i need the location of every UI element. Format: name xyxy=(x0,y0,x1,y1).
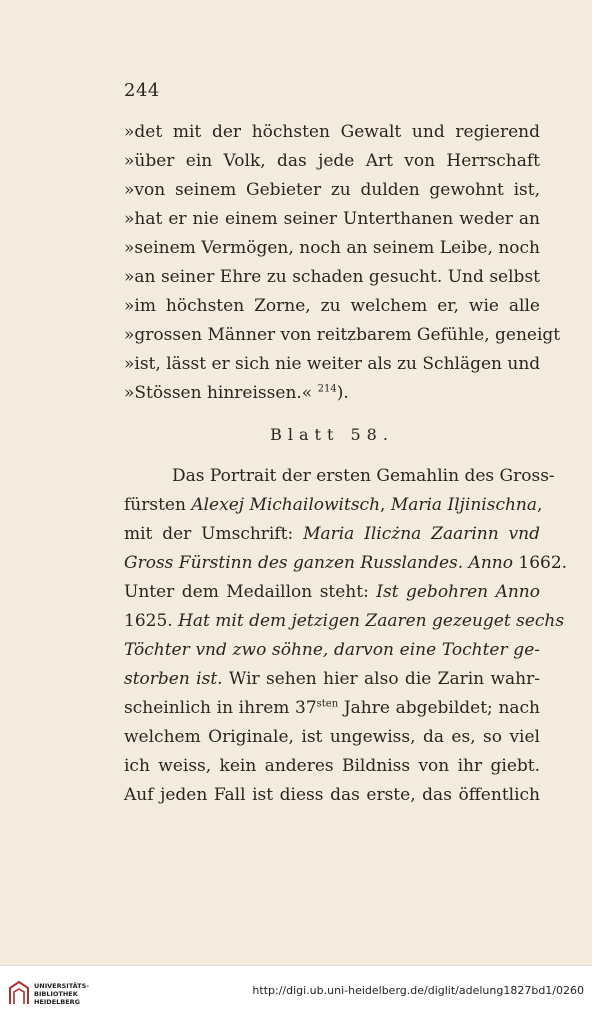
footnote-ref: 214 xyxy=(317,383,337,395)
paragraph-line: ich weiss, kein anderes Bildniss von ihr giebt. xyxy=(124,756,540,776)
quote-line: »hat er nie einem seiner Unterthanen weder an xyxy=(124,209,540,229)
paragraph-line: Töchter vnd zwo söhne, darvon eine Tochter ge- xyxy=(124,640,540,660)
quote-line: »grossen Männer von reitzbarem Gefühle, geneigt xyxy=(124,325,561,345)
institution-name: UNIVERSITÄTS- BIBLIOTHEK HEIDELBERG xyxy=(34,982,89,1006)
quote-line: »über ein Volk, das jede Art von Herrschaft xyxy=(124,151,540,171)
quote-line: »von seinem Gebieter zu dulden gewohnt ist, xyxy=(124,180,540,200)
paragraph-line: Das Portrait der ersten Gemahlin des Gross- xyxy=(172,466,555,486)
footer-bar xyxy=(0,965,592,1018)
quote-line: »im höchsten Zorne, zu welchem er, wie alle xyxy=(124,296,540,316)
paragraph-line: mit der Umschrift: Maria Ilicżna Zaarinn vnd xyxy=(124,524,540,544)
paragraph-line: Unter dem Medaillon steht: Ist gebohren Anno xyxy=(124,582,540,602)
quote-line: »ist, lässt er sich nie weiter als zu Schlägen und xyxy=(124,354,541,374)
quote-line: »det mit der höchsten Gewalt und regierend xyxy=(124,122,540,142)
paragraph-line: Auf jeden Fall ist diess das erste, das öffentlich xyxy=(124,785,540,805)
paragraph-line: Gross Fürstinn des ganzen Russlandes. Anno 1662. xyxy=(124,553,568,573)
page-number: 244 xyxy=(124,80,160,101)
paragraph-line: scheinlich in ihrem $37^{sten}$ Jahre abgebildet; nach xyxy=(124,698,540,718)
paragraph-line: 1625. Hat mit dem jetzigen Zaaren gezeuget sechs xyxy=(124,611,565,631)
section-heading: Blatt 58. xyxy=(270,425,394,444)
paragraph-line: storben ist. Wir sehen hier also die Zarin wahr- xyxy=(124,669,540,689)
library-logo-icon xyxy=(8,980,30,1006)
quote-last-line: »Stössen hinreissen.« $^{214}$). xyxy=(124,383,349,403)
paragraph-line: welchem Originale, ist ungewiss, da es, so viel xyxy=(124,727,540,747)
source-url-link[interactable]: http://digi.ub.uni-heidelberg.de/diglit/adelung1827bd1/0260 xyxy=(252,984,584,997)
paragraph-line: fürsten Alexej Michailowitsch, Maria Iljinischna, xyxy=(124,495,543,515)
quote-line: »an seiner Ehre zu schaden gesucht. Und selbst xyxy=(124,267,540,287)
quote-line: »seinem Vermögen, noch an seinem Leibe, noch xyxy=(124,238,540,258)
